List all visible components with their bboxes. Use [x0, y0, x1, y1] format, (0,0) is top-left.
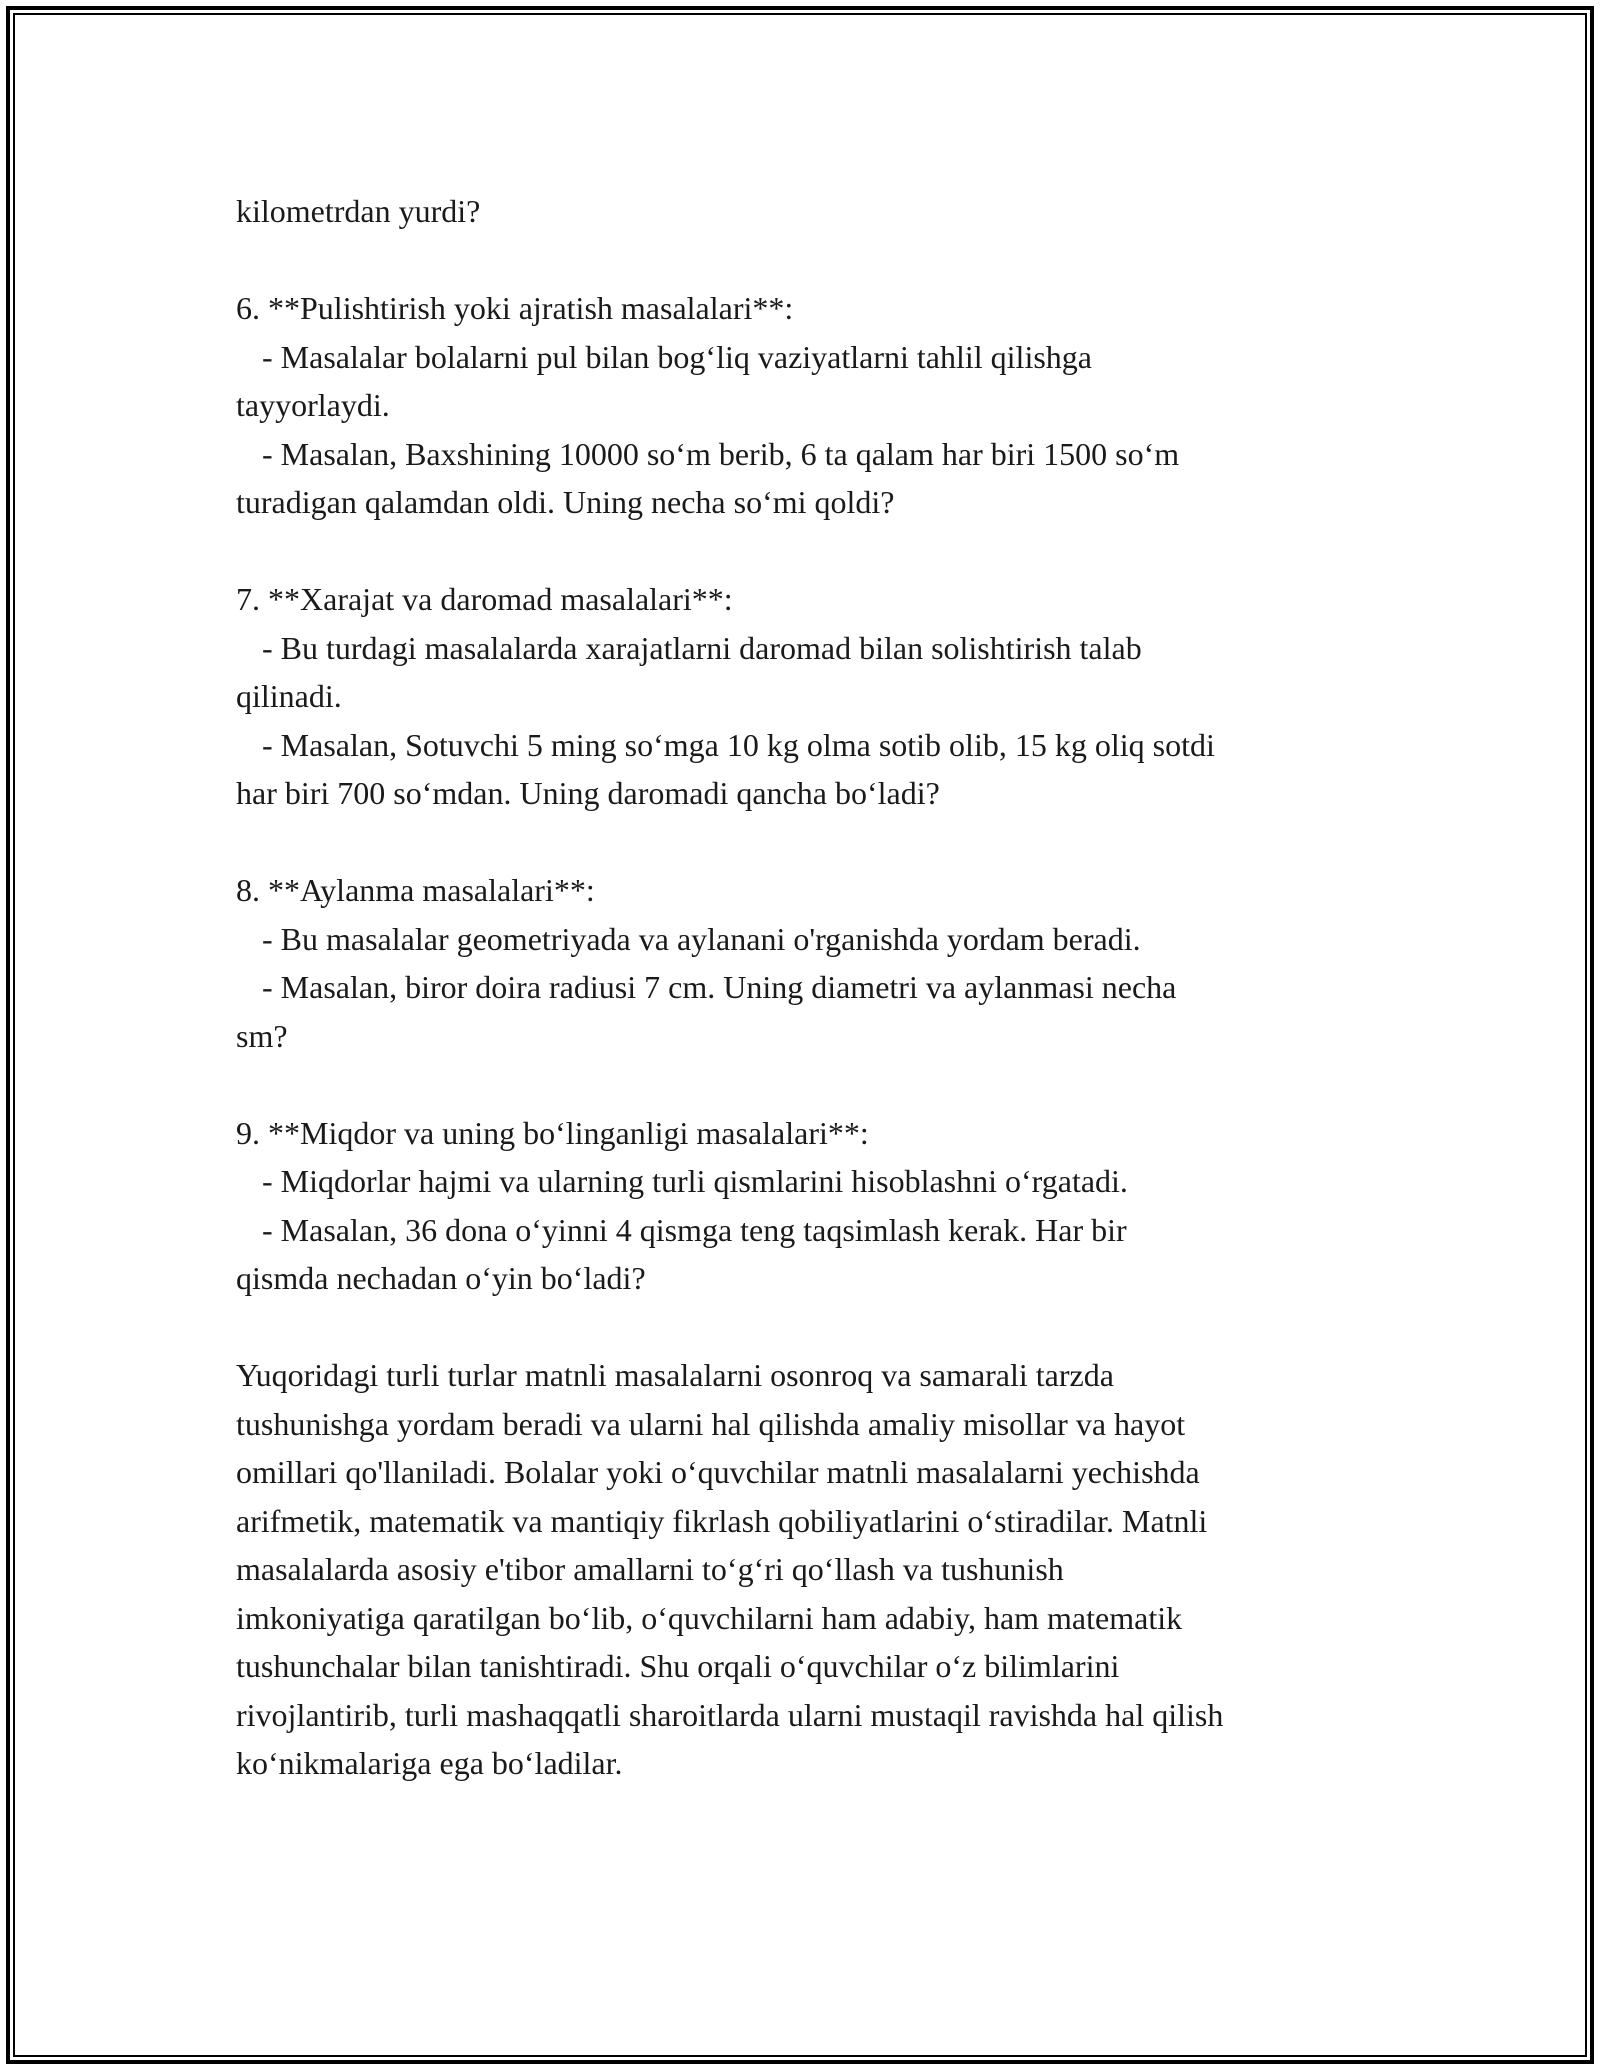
blank-line: [236, 818, 1376, 867]
document-body: [236, 187, 1376, 1788]
conclusion-line: arifmetik, matematik va mantiqiy fikrlash qobiliyatlarini o‘stiradilar. Matnli: [236, 1502, 1208, 1539]
text-line: har biri 700 so‘mdan. Uning daromadi qancha bo‘ladi?: [236, 775, 940, 811]
conclusion-line: masalalarda asosiy e'tibor amallarni to‘g‘ri qo‘llash va tushunish: [236, 1551, 1064, 1587]
text-line: - Miqdorlar hajmi va ularning turli qismlarini hisoblashni o‘rgatadi.: [262, 1163, 1128, 1199]
text-line: - Masalan, 36 dona o‘yinni 4 qismga teng taqsimlash kerak. Har bir: [262, 1211, 1127, 1248]
section-heading-9: 9. **Miqdor va uning bo‘linganligi masalalari**:: [236, 1114, 869, 1151]
conclusion-line: ko‘nikmalariga ega bo‘ladilar.: [236, 1745, 623, 1781]
conclusion-line: Yuqoridagi turli turlar matnli masalalarni osonroq va samarali tarzda: [236, 1357, 1114, 1393]
text-line: - Masalan, Baxshining 10000 so‘m berib, 6 ta qalam har biri 1500 so‘m: [262, 435, 1180, 472]
text-line: kilometrdan yurdi?: [236, 193, 481, 229]
conclusion-line: rivojlantirib, turli mashaqqatli sharoitlarda ularni mustaqil ravishda hal qilish: [236, 1696, 1224, 1733]
text-line: - Masalalar bolalarni pul bilan bog‘liq vaziyatlarni tahlil qilishga: [262, 338, 1092, 375]
conclusion-line: tushunchalar bilan tanishtiradi. Shu orqali o‘quvchilar o‘z bilimlarini: [236, 1648, 1120, 1684]
text-line: - Masalan, Sotuvchi 5 ming so‘mga 10 kg olma sotib olib, 15 kg oliq sotdi: [262, 726, 1215, 763]
conclusion-line: tushunishga yordam beradi va ularni hal qilishda amaliy misollar va hayot: [236, 1405, 1186, 1442]
text-line: tayyorlaydi.: [236, 387, 390, 423]
blank-line: [236, 1060, 1376, 1109]
section-heading-8: 8. **Aylanma masalalari**:: [236, 872, 595, 908]
blank-line: [236, 527, 1376, 576]
text-line: qismda nechadan o‘yin bo‘ladi?: [236, 1260, 646, 1296]
text-line: sm?: [236, 1017, 288, 1054]
text-line: - Bu masalalar geometriyada va aylanani o'rganishda yordam beradi.: [262, 920, 1141, 957]
text-line: - Masalan, biror doira radiusi 7 cm. Uning diametri va aylanmasi necha: [262, 969, 1177, 1005]
blank-line: [236, 1303, 1376, 1352]
section-heading-6: 6. **Pulishtirish yoki ajratish masalalari**:: [236, 290, 794, 326]
blank-line: [236, 236, 1376, 285]
text-line: turadigan qalamdan oldi. Uning necha so‘mi qoldi?: [236, 484, 895, 520]
section-heading-7: 7. **Xarajat va daromad masalalari**:: [236, 581, 733, 617]
conclusion-line: omillari qo'llaniladi. Bolalar yoki o‘quvchilar matnli masalalarni yechishda: [236, 1454, 1200, 1490]
conclusion-line: imkoniyatiga qaratilgan bo‘lib, o‘quvchilarni ham adabiy, ham matematik: [236, 1599, 1183, 1636]
text-line: - Bu turdagi masalalarda xarajatlarni daromad bilan solishtirish talab: [262, 629, 1142, 666]
text-line: qilinadi.: [236, 678, 342, 714]
